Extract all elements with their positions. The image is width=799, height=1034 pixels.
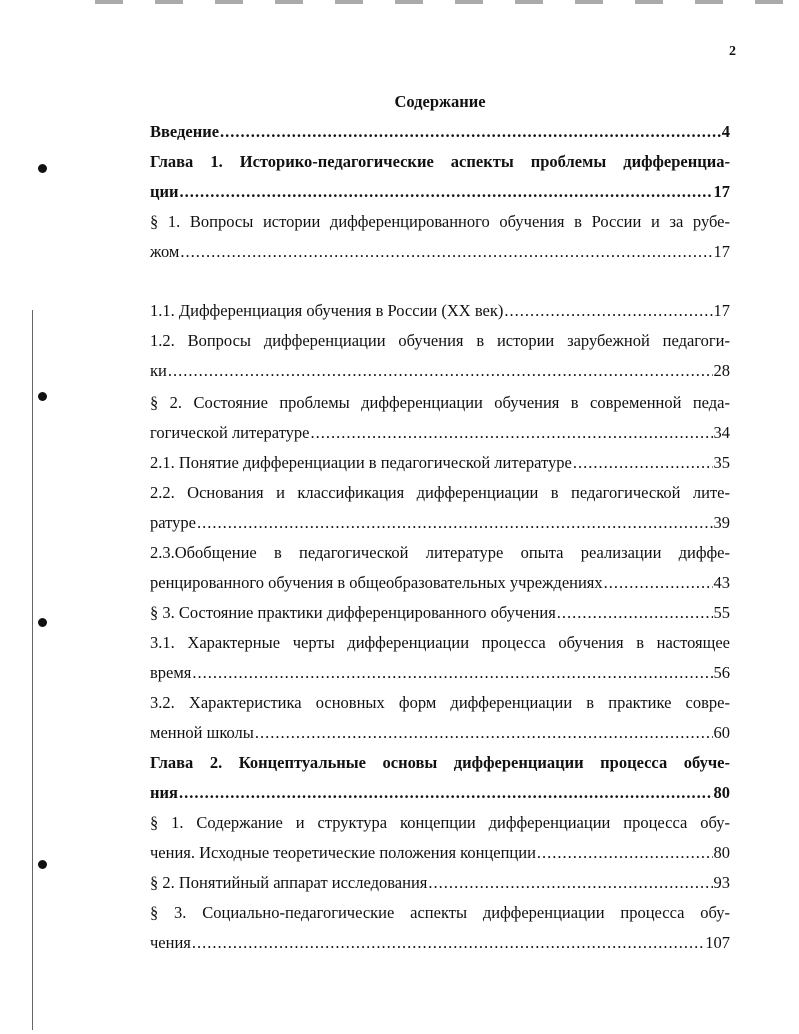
toc-entry: ния ..... 80 <box>150 778 730 808</box>
toc-page-number: 60 <box>713 723 730 742</box>
toc-entry: чения. Исходные теоретические положения концепции ..... 80 <box>150 838 730 868</box>
punch-hole-mark <box>38 860 47 869</box>
toc-entry: § 2. Состояние проблемы дифференциации обучения в современной педа- <box>150 393 730 412</box>
toc-entry: время ..... 56 <box>150 658 730 688</box>
toc-entry: менной школы ..... 60 <box>150 718 730 748</box>
toc-entry: Глава 2. Концептуальные основы дифференциации процесса обуче- <box>150 753 730 772</box>
page-number: 2 <box>729 44 736 59</box>
punch-hole-mark <box>38 392 47 401</box>
toc-entry: 2.1. Понятие дифференциации в педагогической литературе ..... 35 <box>150 448 730 478</box>
toc-entry: жом ..... 17 <box>150 237 730 267</box>
toc-page-number: 39 <box>713 513 730 532</box>
toc-entry: ции ..... 17 <box>150 177 730 207</box>
punch-hole-mark <box>38 164 47 173</box>
toc-entry: 2.3.Обобщение в педагогической литературе опыта реализации диффе- <box>150 543 730 562</box>
toc-page-number: 34 <box>713 423 730 442</box>
toc-page-number: 93 <box>713 873 730 892</box>
toc-entry: § 3. Состояние практики дифференцированного обучения ..... 55 <box>150 598 730 628</box>
scan-margin-line <box>32 310 33 1030</box>
toc-page-number: 80 <box>713 783 730 802</box>
toc-entry: Введение ..... 4 <box>150 117 730 147</box>
toc-entry: ренцированного обучения в общеобразовательных учреждениях ..... 43 <box>150 568 730 598</box>
toc-page-number: 80 <box>713 843 730 862</box>
toc-page-number: 17 <box>713 301 730 320</box>
toc-page-number: 107 <box>705 933 730 952</box>
toc-entry: гогической литературе ..... 34 <box>150 418 730 448</box>
toc-entry: 1.1. Дифференциация обучения в России (XX век) ..... 17 <box>150 296 730 326</box>
toc-page-number: 4 <box>721 122 730 141</box>
toc-entry: § 1. Вопросы истории дифференцированного обучения в России и за рубе- <box>150 212 730 231</box>
toc-entry: 3.2. Характеристика основных форм дифференциации в практике совре- <box>150 693 730 712</box>
toc-page-number: 55 <box>713 603 730 622</box>
toc-page-number: 35 <box>713 453 730 472</box>
toc-page-number: 56 <box>713 663 730 682</box>
scan-artifact-top <box>95 0 795 4</box>
toc-entry: чения ..... 107 <box>150 928 730 958</box>
toc-page-number: 17 <box>713 182 730 201</box>
toc-entry: 1.2. Вопросы дифференциации обучения в истории зарубежной педагоги- <box>150 331 730 350</box>
toc-page-number: 43 <box>713 573 730 592</box>
toc-entry: § 1. Содержание и структура концепции дифференциации процесса обу- <box>150 813 730 832</box>
toc-entry: 2.2. Основания и классификация дифференциации в педагогической лите- <box>150 483 730 502</box>
toc-entry: ратуре ..... 39 <box>150 508 730 538</box>
toc-entry: Глава 1. Историко-педагогические аспекты проблемы дифференциа- <box>150 152 730 171</box>
page-title: Содержание <box>394 92 486 111</box>
toc-page-number: 17 <box>713 242 730 261</box>
toc-entry: ки ..... 28 <box>150 356 730 386</box>
toc-entry: § 2. Понятийный аппарат исследования ..... 93 <box>150 868 730 898</box>
toc-page-number: 28 <box>713 361 730 380</box>
toc-entry: 3.1. Характерные черты дифференциации процесса обучения в настоящее <box>150 633 730 652</box>
punch-hole-mark <box>38 618 47 627</box>
toc-entry: § 3. Социально-педагогические аспекты дифференциации процесса обу- <box>150 903 730 922</box>
